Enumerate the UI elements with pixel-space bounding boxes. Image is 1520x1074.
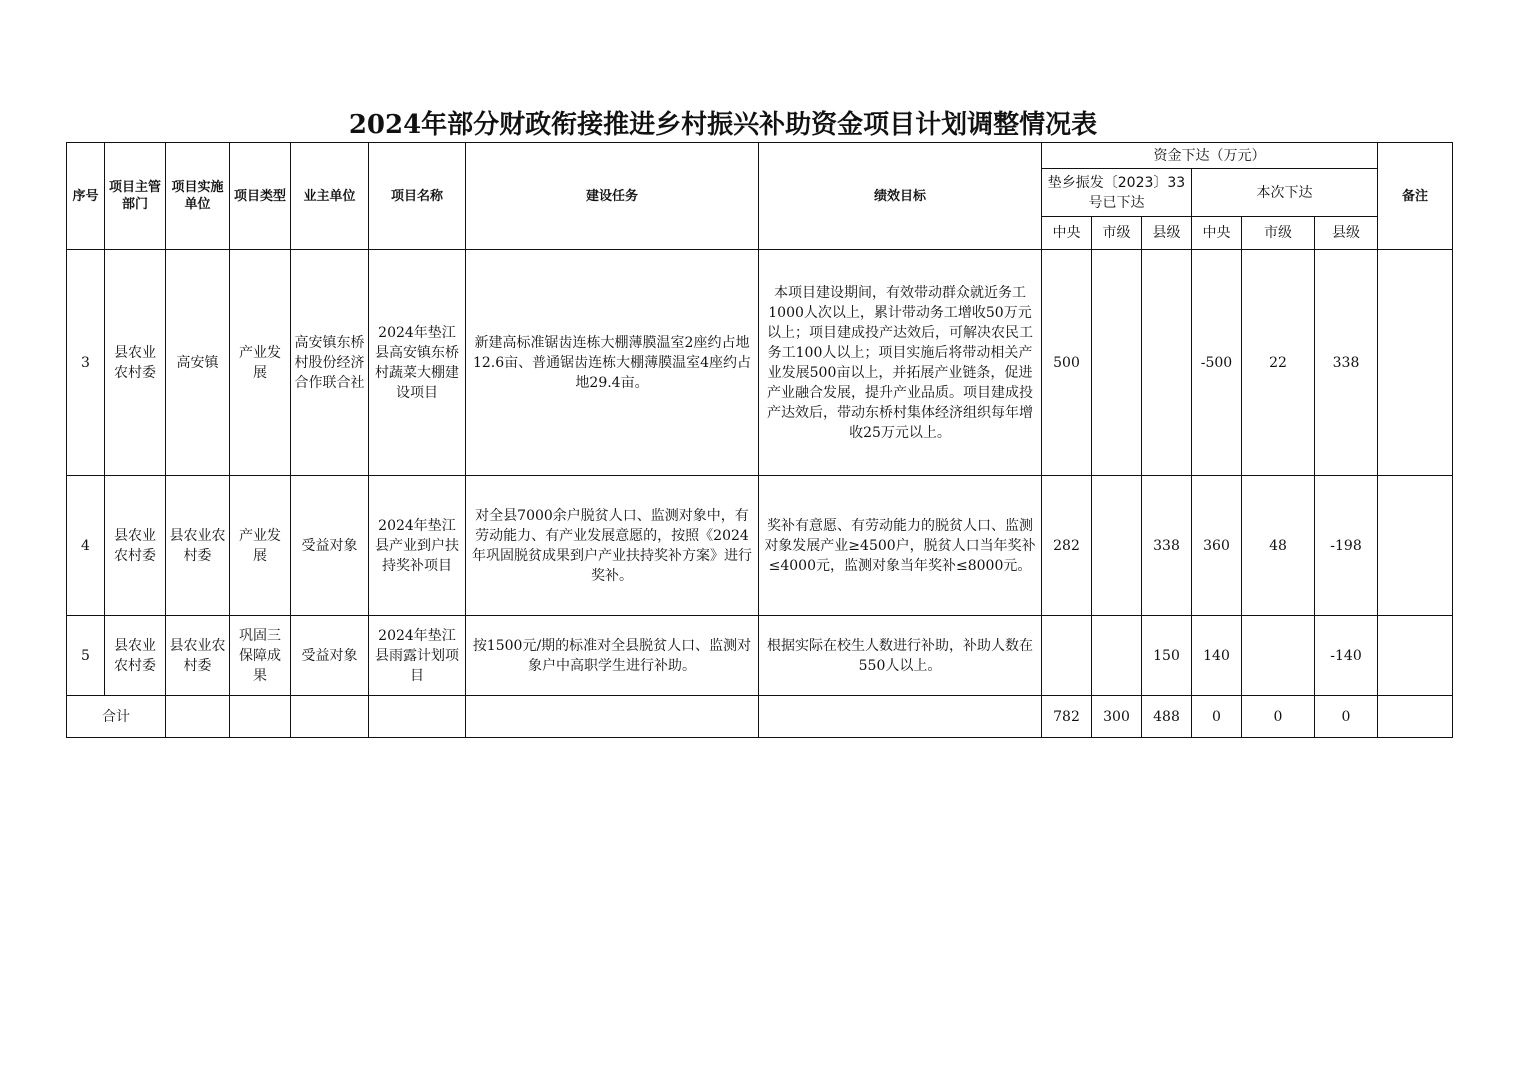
header-seq: 序号: [67, 143, 105, 250]
cell-type: 产业发展: [230, 250, 291, 476]
cell-task: 按1500元/期的标准对全县脱贫人口、监测对象户中高职学生进行补助。: [466, 616, 759, 696]
total-empty-task: [466, 696, 759, 738]
total-empty-impl: [166, 696, 230, 738]
cell-goal: 本项目建设期间，有效带动群众就近务工1000人次以上，累计带动务工增收50万元以上；项目建成投产达效后，可解决农民工务工100人以上；项目实施后将带动相关产业发展500亩以上，并拓展产业链条，促进产业融合发展，提升产业品质。项目建成投产达效后，带动东桥村集体经济组织每年增收25万元以上。: [759, 250, 1042, 476]
cell-owner: 受益对象: [291, 476, 369, 616]
cell-current-city: 48: [1242, 476, 1315, 616]
cell-remark: [1378, 250, 1453, 476]
header-goal: 绩效目标: [759, 143, 1042, 250]
cell-issued-city: [1092, 476, 1142, 616]
header-impl: 项目实施单位: [166, 143, 230, 250]
table-row: [67, 616, 1453, 696]
total-row: [67, 696, 1453, 738]
fund-adjustment-table: [66, 142, 1453, 738]
cell-current-central: -500: [1192, 250, 1242, 476]
cell-impl: 高安镇: [166, 250, 230, 476]
cell-seq: 4: [67, 476, 105, 616]
cell-current-county: 338: [1315, 250, 1378, 476]
page-title: 2024年部分财政衔接推进乡村振兴补助资金项目计划调整情况表: [348, 110, 1098, 140]
cell-owner: 高安镇东桥村股份经济合作联合社: [291, 250, 369, 476]
header-current-city: 市级: [1242, 217, 1315, 250]
header-issued-central: 中央: [1042, 217, 1092, 250]
cell-current-central: 360: [1192, 476, 1242, 616]
total-label: 合计: [67, 696, 166, 738]
cell-owner: 受益对象: [291, 616, 369, 696]
header-issued: 垫乡振发〔2023〕33号已下达: [1042, 169, 1192, 217]
total-current-central: 0: [1192, 696, 1242, 738]
cell-issued-central: 500: [1042, 250, 1092, 476]
total-empty-name: [369, 696, 466, 738]
cell-name: 2024年垫江县高安镇东桥村蔬菜大棚建设项目: [369, 250, 466, 476]
total-current-city: 0: [1242, 696, 1315, 738]
header-current-central: 中央: [1192, 217, 1242, 250]
header-row-1: [67, 143, 1453, 169]
cell-issued-county: 338: [1142, 476, 1192, 616]
cell-impl: 县农业农村委: [166, 476, 230, 616]
cell-name: 2024年垫江县雨露计划项目: [369, 616, 466, 696]
cell-issued-county: [1142, 250, 1192, 476]
header-remark: 备注: [1378, 143, 1453, 250]
table-row: [67, 476, 1453, 616]
cell-impl: 县农业农村委: [166, 616, 230, 696]
cell-issued-central: 282: [1042, 476, 1092, 616]
cell-name: 2024年垫江县产业到户扶持奖补项目: [369, 476, 466, 616]
cell-current-city: [1242, 616, 1315, 696]
cell-dept: 县农业农村委: [105, 616, 166, 696]
table-row: [67, 250, 1453, 476]
cell-current-county: -140: [1315, 616, 1378, 696]
cell-task: 对全县7000余户脱贫人口、监测对象中，有劳动能力、有产业发展意愿的，按照《2024年巩固脱贫成果到户产业扶持奖补方案》进行奖补。: [466, 476, 759, 616]
total-empty-goal: [759, 696, 1042, 738]
total-empty-type: [230, 696, 291, 738]
header-fund: 资金下达（万元）: [1042, 143, 1378, 169]
cell-goal: 奖补有意愿、有劳动能力的脱贫人口、监测对象发展产业≥4500户，脱贫人口当年奖补≤4000元，监测对象当年奖补≤8000元。: [759, 476, 1042, 616]
header-name: 项目名称: [369, 143, 466, 250]
cell-seq: 5: [67, 616, 105, 696]
total-empty-owner: [291, 696, 369, 738]
total-current-county: 0: [1315, 696, 1378, 738]
cell-task: 新建高标准锯齿连栋大棚薄膜温室2座约占地12.6亩、普通锯齿连栋大棚薄膜温室4座约占地29.4亩。: [466, 250, 759, 476]
header-current: 本次下达: [1192, 169, 1378, 217]
cell-issued-county: 150: [1142, 616, 1192, 696]
cell-dept: 县农业农村委: [105, 250, 166, 476]
total-issued-city: 300: [1092, 696, 1142, 738]
header-current-county: 县级: [1315, 217, 1378, 250]
cell-issued-city: [1092, 250, 1142, 476]
total-issued-county: 488: [1142, 696, 1192, 738]
header-owner: 业主单位: [291, 143, 369, 250]
cell-remark: [1378, 476, 1453, 616]
cell-type: 产业发展: [230, 476, 291, 616]
header-issued-county: 县级: [1142, 217, 1192, 250]
cell-remark: [1378, 616, 1453, 696]
cell-current-central: 140: [1192, 616, 1242, 696]
header-issued-city: 市级: [1092, 217, 1142, 250]
total-remark: [1378, 696, 1453, 738]
header-dept: 项目主管部门: [105, 143, 166, 250]
cell-current-county: -198: [1315, 476, 1378, 616]
cell-goal: 根据实际在校生人数进行补助，补助人数在550人以上。: [759, 616, 1042, 696]
cell-seq: 3: [67, 250, 105, 476]
cell-type: 巩固三保障成果: [230, 616, 291, 696]
total-issued-central: 782: [1042, 696, 1092, 738]
cell-dept: 县农业农村委: [105, 476, 166, 616]
cell-issued-city: [1092, 616, 1142, 696]
header-type: 项目类型: [230, 143, 291, 250]
cell-issued-central: [1042, 616, 1092, 696]
header-task: 建设任务: [466, 143, 759, 250]
cell-current-city: 22: [1242, 250, 1315, 476]
